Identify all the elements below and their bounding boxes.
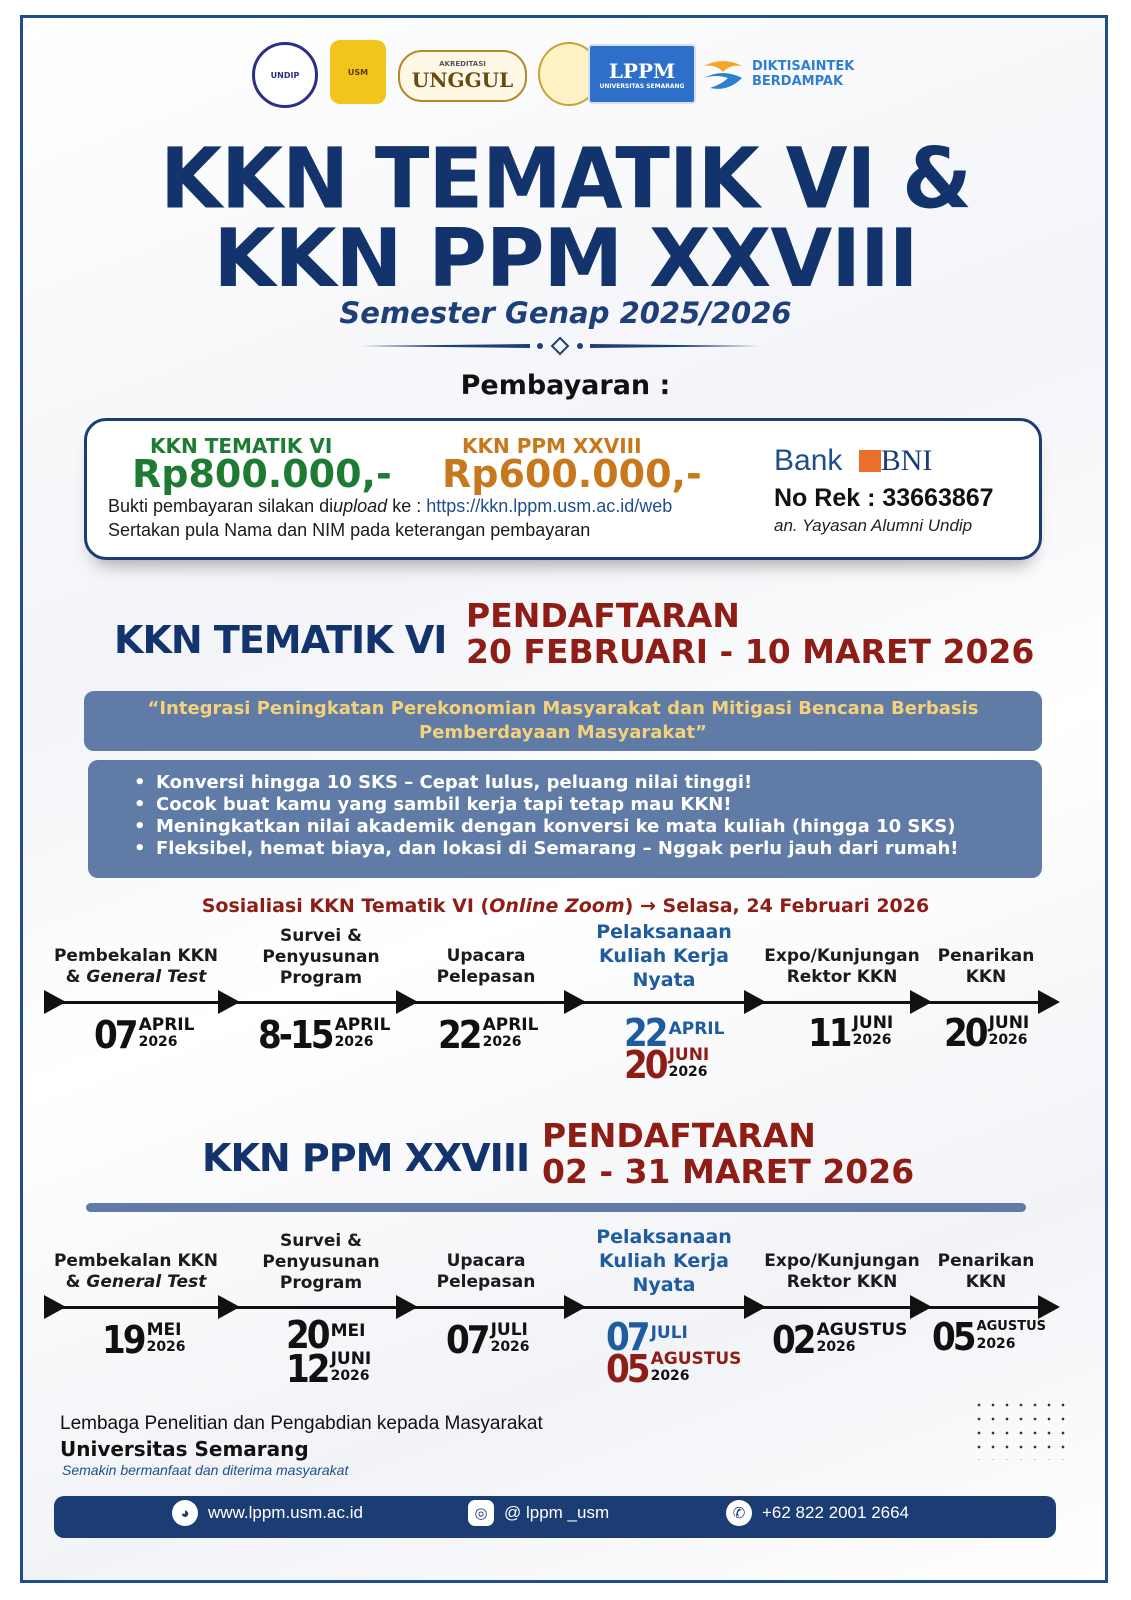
tl1-date-release: 22 APRIL 2026 xyxy=(438,1013,539,1057)
dot-pattern xyxy=(972,1398,1072,1460)
tl2-date-implementation-end: 05 AGUSTUS 2026 xyxy=(606,1347,742,1391)
tematik-reg-label: PENDAFTARAN xyxy=(466,596,740,635)
benefits-box xyxy=(88,760,1042,878)
timeline-arrow xyxy=(1038,1295,1060,1319)
tl1-date-withdrawal: 20 JUNI 2026 xyxy=(944,1011,1030,1055)
tl1-step-survey: Survei & Penyusunan Program xyxy=(262,926,380,988)
timeline-arrow xyxy=(44,990,66,1014)
title-line-2: KKN PPM XXVIII xyxy=(213,212,918,305)
timeline-arrow xyxy=(744,990,766,1014)
tl1-step-release: Upacara Pelepasan xyxy=(436,946,536,987)
semester-subtitle: Semester Genap 2025/2026 xyxy=(339,296,792,330)
tematik-reg-dates: 20 FEBRUARI - 10 MARET 2026 xyxy=(466,632,1035,671)
tl2-date-survey-end: 12 JUNI 2026 xyxy=(286,1347,372,1391)
ornament-divider xyxy=(360,336,760,356)
tl1-date-expo: 11 JUNI 2026 xyxy=(808,1011,894,1055)
diktisaintek-icon xyxy=(700,52,746,96)
footer-instagram[interactable]: ◎ @ lppm _usm xyxy=(468,1500,609,1526)
upload-link[interactable]: https://kkn.lppm.usm.ac.id/web xyxy=(426,496,673,516)
tl2-step-release: Upacara Pelepasan xyxy=(436,1251,536,1292)
timeline-arrow xyxy=(910,1295,932,1319)
tl1-step-withdrawal: Penarikan KKN xyxy=(937,946,1035,987)
globe-icon: ◕ xyxy=(172,1500,198,1526)
timeline-arrow xyxy=(396,1295,418,1319)
upload-note: Bukti pembayaran silakan diupload ke : https://kkn.lppm.usm.ac.id/web xyxy=(108,496,673,516)
diktisaintek-logo: DIKTISAINTEK BERDAMPAK xyxy=(700,52,870,96)
footer-website[interactable]: ◕ www.lppm.usm.ac.id xyxy=(172,1500,363,1526)
tl1-date-survey: 8-15 APRIL 2026 xyxy=(258,1013,391,1057)
undip-logo: UNDIP xyxy=(252,42,318,108)
footer-phone[interactable]: ✆ +62 822 2001 2664 xyxy=(726,1500,909,1526)
timeline-arrow xyxy=(218,1295,240,1319)
timeline-arrow xyxy=(564,1295,586,1319)
tl2-date-expo: 02 AGUSTUS 2026 xyxy=(772,1318,908,1362)
benefit-item: • Konversi hingga 10 SKS – Cepat lulus, peluang nilai tinggi! xyxy=(156,772,1042,794)
benefit-item: • Fleksibel, hemat biaya, dan lokasi di Semarang – Nggak perlu jauh dari rumah! xyxy=(156,838,1042,860)
tematik-fee-amount: Rp800.000,- xyxy=(132,452,392,496)
tl1-date-implementation-start: 22 APRIL xyxy=(624,1011,725,1055)
section-divider-bar xyxy=(86,1203,1026,1212)
tl2-step-implementation: Pelaksanaan Kuliah Kerja Nyata xyxy=(596,1226,732,1296)
lppm-logo: LPPM UNIVERSITAS SEMARANG xyxy=(588,44,696,104)
timeline-arrow xyxy=(218,990,240,1014)
ppm-title: KKN PPM XXVIII xyxy=(202,1136,530,1180)
phone-icon: ✆ xyxy=(726,1500,752,1526)
benefit-item: • Cocok buat kamu yang sambil kerja tapi tetap mau KKN! xyxy=(156,794,1042,816)
tematik-fee-label: KKN TEMATIK VI xyxy=(150,434,333,458)
usm-logo: USM xyxy=(330,40,386,104)
ppm-reg-label: PENDAFTARAN xyxy=(542,1116,816,1155)
institution-name: Lembaga Penelitian dan Pengabdian kepada Masyarakat xyxy=(60,1413,543,1434)
title-line-1: KKN TEMATIK VI & xyxy=(160,129,971,228)
benefit-item: • Meningkatkan nilai akademik dengan konversi ke mata kuliah (hingga 10 SKS) xyxy=(156,816,1042,838)
timeline-2-line xyxy=(52,1306,1052,1309)
tematik-theme: “Integrasi Peningkatan Perekonomian Masyarakat dan Mitigasi Bencana Berbasis Pemberdayaan Masyarakat” xyxy=(84,691,1042,751)
ppm-fee-label: KKN PPM XXVIII xyxy=(462,434,642,458)
ppm-fee-amount: Rp600.000,- xyxy=(442,452,702,496)
timeline-arrow xyxy=(44,1295,66,1319)
tl1-step-implementation: Pelaksanaan Kuliah Kerja Nyata xyxy=(596,921,732,991)
timeline-arrow xyxy=(396,990,418,1014)
timeline-1-line xyxy=(52,1001,1052,1004)
tl2-date-survey-start: 20 MEI xyxy=(286,1313,366,1357)
timeline-arrow xyxy=(1038,990,1060,1014)
university-name: Universitas Semarang xyxy=(60,1437,309,1461)
name-nim-note: Sertakan pula Nama dan NIM pada keterangan pembayaran xyxy=(108,520,591,540)
bank-name: Bank BNI xyxy=(774,444,933,477)
tl1-step-expo: Expo/Kunjungan Rektor KKN xyxy=(764,946,920,987)
tl1-step-briefing: Pembekalan KKN & General Test xyxy=(53,946,219,987)
tl2-date-withdrawal: 05 AGUSTUS 2026 xyxy=(932,1315,1047,1359)
tl1-date-briefing: 07 APRIL 2026 xyxy=(94,1013,195,1057)
instagram-icon: ◎ xyxy=(468,1500,494,1526)
ppm-reg-dates: 02 - 31 MARET 2026 xyxy=(542,1152,915,1191)
timeline-arrow xyxy=(744,1295,766,1319)
unggul-badge: AKREDITASI UNGGUL xyxy=(398,50,527,102)
bni-icon xyxy=(859,450,881,472)
tl2-step-survey: Survei & Penyusunan Program xyxy=(262,1231,380,1293)
tl2-step-briefing: Pembekalan KKN & General Test xyxy=(53,1251,219,1292)
tl2-date-release: 07 JULI 2026 xyxy=(446,1318,530,1362)
university-tagline: Semakin bermanfaat dan diterima masyarakat xyxy=(62,1462,349,1478)
timeline-arrow xyxy=(564,990,586,1014)
tl2-date-briefing: 19 MEI 2026 xyxy=(102,1318,186,1362)
socialization-note: Sosialiasi KKN Tematik VI (Online Zoom) → Selasa, 24 Februari 2026 xyxy=(201,895,930,917)
account-holder: an. Yayasan Alumni Undip xyxy=(774,516,973,535)
account-number: No Rek : 33663867 xyxy=(774,484,994,512)
tl1-date-implementation-end: 20 JUNI 2026 xyxy=(624,1043,710,1087)
tl2-step-withdrawal: Penarikan KKN xyxy=(937,1251,1035,1292)
payment-heading: Pembayaran : xyxy=(460,370,671,401)
tematik-title: KKN TEMATIK VI xyxy=(114,618,447,662)
tl2-date-implementation-start: 07 JULI xyxy=(606,1315,688,1359)
tl2-step-expo: Expo/Kunjungan Rektor KKN xyxy=(764,1251,920,1292)
timeline-arrow xyxy=(910,990,932,1014)
